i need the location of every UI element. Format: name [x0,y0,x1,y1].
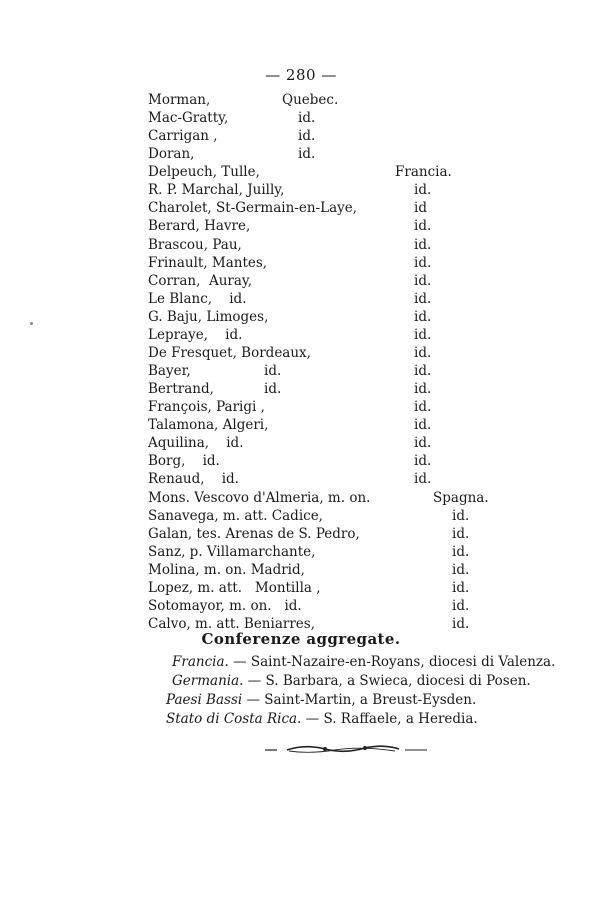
entry-mid: id. [264,381,282,398]
entry-place: id. [452,525,470,542]
entry-place: id. [452,561,470,578]
entry-name: Aquilina, id. [148,435,244,452]
entry-place: id. [452,616,470,633]
decorative-rule-ornament [265,742,430,756]
entry-place: id. [414,344,432,361]
entry-row [0,236,602,254]
entry-row [0,489,602,507]
entry-mid: Quebec. [282,92,339,108]
entry-row [0,127,602,145]
entry-name: Brascou, Pau, [148,236,242,253]
entry-name: Corran, Auray, [148,272,253,289]
entry-row [0,561,602,579]
entry-place: id. [452,579,470,596]
entry-name: Frinault, Mantes, [148,254,268,271]
entry-row [0,272,602,290]
entry-mid: id. [264,363,282,380]
entry-row [0,181,602,199]
entry-name: Charolet, St-Germain-en-Laye, [148,200,358,217]
entry-row [0,326,602,344]
entry-place: id. [414,435,432,452]
conference-country: Francia. [172,654,229,670]
entry-name: G. Baju, Limoges, [148,308,269,325]
conference-line [172,672,531,690]
entry-place: id. [414,326,432,343]
entry-name: François, Parigi , [148,399,265,416]
conference-text: — Saint-Martin, a Breust-Eysden. [246,692,477,708]
entry-row [0,254,602,272]
section-heading: Conferenze aggregate. [201,630,401,648]
entry-row [0,416,602,434]
entry-row [0,398,602,416]
entry-name: Le Blanc, id. [148,290,247,307]
entry-name: Morman, [148,92,211,108]
entry-name: Molina, m. on. Madrid, [148,561,305,578]
entry-name: Mac-Gratty, [148,110,229,127]
entry-place: id. [414,182,432,199]
entry-name: Lepraye, id. [148,326,243,343]
entry-place: id. [414,399,432,416]
entry-name: Sanz, p. Villamarchante, [148,543,316,560]
entry-row [0,543,602,561]
conference-text: — S. Raffaele, a Heredia. [305,711,478,727]
entry-name: Delpeuch, Tulle, [148,164,260,181]
entry-row [0,145,602,163]
entry-row [0,507,602,525]
entry-name: Borg, id. [148,453,220,470]
entry-row [0,434,602,452]
conference-country: Germania. [172,673,244,689]
entry-place: id. [414,272,432,289]
entry-row [0,109,602,127]
entry-name: Doran, [148,146,195,163]
entry-mid: id. [298,146,316,163]
entry-row [0,452,602,470]
entry-place: id. [414,381,432,398]
entry-place: Spagna. [433,489,489,506]
entry-mid: id. [298,110,316,127]
entry-row [0,217,602,235]
entry-mid: id. [298,128,316,145]
page-number: — 280 — [265,66,337,84]
entry-name: Carrigan , [148,128,218,145]
entry-name: Calvo, m. att. Beniarres, [148,616,315,633]
entry-place: id. [452,597,470,614]
entry-place: id. [452,507,470,524]
entry-place: id. [414,453,432,470]
conference-text: — Saint-Nazaire-en-Royans, diocesi di Valenza. [233,654,556,670]
entry-row [0,525,602,543]
entry-row [0,290,602,308]
entry-place: id. [414,471,432,488]
entry-name: Mons. Vescovo d'Almeria, m. on. [148,489,371,506]
conference-country: Stato di Costa Rica. [166,711,302,727]
entry-row [0,579,602,597]
entry-place: id. [452,543,470,560]
entry-name: Sotomayor, m. on. id. [148,597,302,614]
entry-row [0,199,602,217]
entry-name: Renaud, id. [148,471,239,488]
entry-place: id. [414,417,432,434]
entry-name: Bertrand, [148,381,214,398]
entry-place: id. [414,254,432,271]
entry-name: Lopez, m. att. Montilla , [148,579,321,596]
conference-text: — S. Barbara, a Swieca, diocesi di Posen. [247,673,531,689]
conference-line [172,653,555,671]
conference-line [166,691,476,709]
entry-name: Sanavega, m. att. Cadice, [148,507,323,524]
entry-name: Bayer, [148,363,191,380]
entry-row [0,362,602,380]
entry-place: id. [414,363,432,380]
entry-name: Talamona, Algeri, [148,417,269,434]
entry-row [0,308,602,326]
entry-row [0,470,602,488]
entry-place: id. [414,218,432,235]
entry-place: id. [414,236,432,253]
entry-row [0,344,602,362]
entry-name: Galan, tes. Arenas de S. Pedro, [148,525,360,542]
entry-place: id. [414,308,432,325]
entry-name: Berard, Havre, [148,218,251,235]
conference-country: Paesi Bassi [166,692,243,708]
conference-line [166,710,478,728]
entry-row [0,163,602,181]
entry-row [0,380,602,398]
entry-name: R. P. Marchal, Juilly, [148,182,285,199]
entry-row [0,91,602,109]
entry-row [0,597,602,615]
entry-place: Francia. [395,164,452,181]
entry-name: De Fresquet, Bordeaux, [148,344,311,361]
entry-place: id. [414,290,432,307]
entry-place: id [414,200,427,217]
